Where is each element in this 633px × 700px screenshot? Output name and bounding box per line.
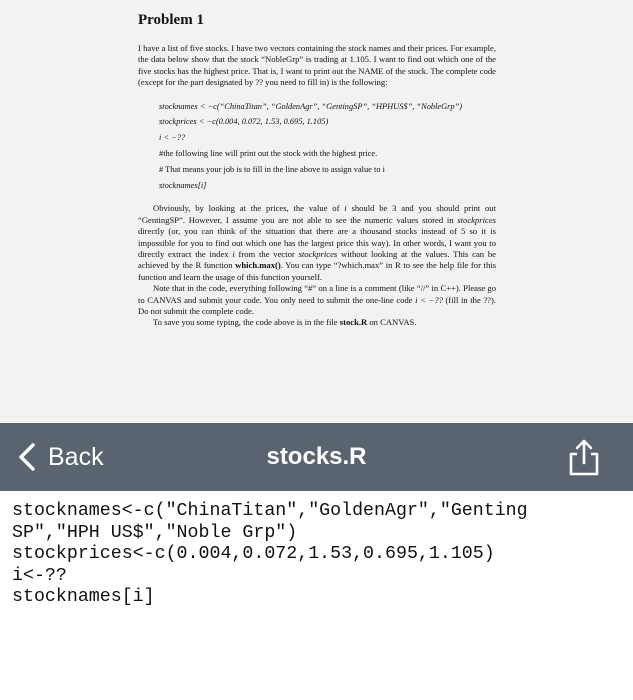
note-paragraph: [138, 283, 496, 317]
code-line-3: i < −??: [159, 133, 186, 143]
para2-text-b: should be 3 and you should print out “GentingSP”. However, I assume you are not able to see the numeric values stored in: [138, 203, 496, 225]
chevron-left-icon: [16, 442, 38, 472]
para2-var-i-2: i: [232, 249, 235, 260]
document-content: [138, 10, 496, 329]
back-label: Back: [48, 442, 104, 471]
para2-text-c: directly (or, you can think of the situation that there are a thousand stocks instead of 5 so it is impossible for you to find out which one has the largest price this way). In other words, I want you to directly extract the index: [138, 226, 496, 260]
code-line-6: stocknames[i]: [159, 180, 207, 190]
code-line-1: stocknames < −c(“ChinaTitan”, “GoldenAgr”, “GentingSP”, “HPHUS$”, “NobleGrp”): [159, 101, 463, 111]
para2-text-a: Obviously, by looking at the prices, the value of: [153, 203, 345, 214]
para4-text-b: on CANVAS.: [367, 317, 417, 328]
share-icon: [565, 438, 603, 478]
file-line-2: SP","HPH US$","Noble Grp"): [12, 522, 298, 543]
code-line-5: # That means your job is to fill in the line above to assign value to i: [159, 164, 385, 174]
file-line-1: stocknames<-c("ChinaTitan","GoldenAgr","Genting: [12, 501, 528, 521]
explanation-paragraph: [138, 203, 496, 283]
para2-function-name: which.max(): [235, 260, 281, 271]
para4-filename: stock.R: [339, 317, 368, 328]
navigation-bar: [0, 423, 633, 491]
para2-text-f: . You can type “?which.max” in R to see the help file for this function and learn the usage of this function yourself.: [138, 260, 496, 282]
para2-var-stockprices: stockprices: [457, 214, 496, 225]
file-title: stocks.R: [266, 443, 367, 470]
problem-title: Problem 1: [138, 12, 204, 28]
code-line-2: stockprices < −c(0.004, 0.072, 1.53, 0.695, 1.105): [159, 117, 329, 127]
para3-code: i < −??: [415, 294, 443, 305]
code-listing: [159, 99, 496, 194]
intro-paragraph: I have a list of five stocks. I have two vectors containing the stock names and their prices. For example, the data below show that the stock “NobleGrp” is trading at 1.105. I want to find out which one of the five stocks has the highest price. That is, I want to print out the NAME of the stock. The complete code (except for the part designated by ?? you need to fill in) is the following:: [138, 43, 496, 88]
para2-text-e: without looking at the values. This can be achieved by the R function: [138, 249, 496, 271]
para2-var-stockprices-2: stockprices: [298, 249, 338, 260]
back-button[interactable]: [16, 440, 104, 474]
file-line-3: stockprices<-c(0.004,0.072,1.53,0.695,1.105): [12, 544, 495, 564]
save-typing-paragraph: [138, 317, 496, 328]
share-button[interactable]: [565, 438, 603, 478]
file-content-view[interactable]: [0, 491, 633, 700]
file-line-5: stocknames[i]: [12, 587, 155, 607]
para3-text-b: (fill in the ??). Do not submit the complete code.: [138, 294, 496, 317]
code-line-4: #the following line will print out the stock with the highest price.: [159, 149, 378, 159]
para2-text-d: from the vector: [234, 249, 299, 260]
para3-text-a: Note that in the code, everything following “#” on a line is a comment (like “//” in C++). Please go to CANVAS and submit your code. You only need to submit the one-line code: [138, 283, 496, 305]
file-line-4: i<-??: [12, 565, 67, 586]
para2-var-i: i: [344, 203, 347, 214]
para4-text-a: To save you some typing, the code above is in the file: [153, 317, 340, 328]
